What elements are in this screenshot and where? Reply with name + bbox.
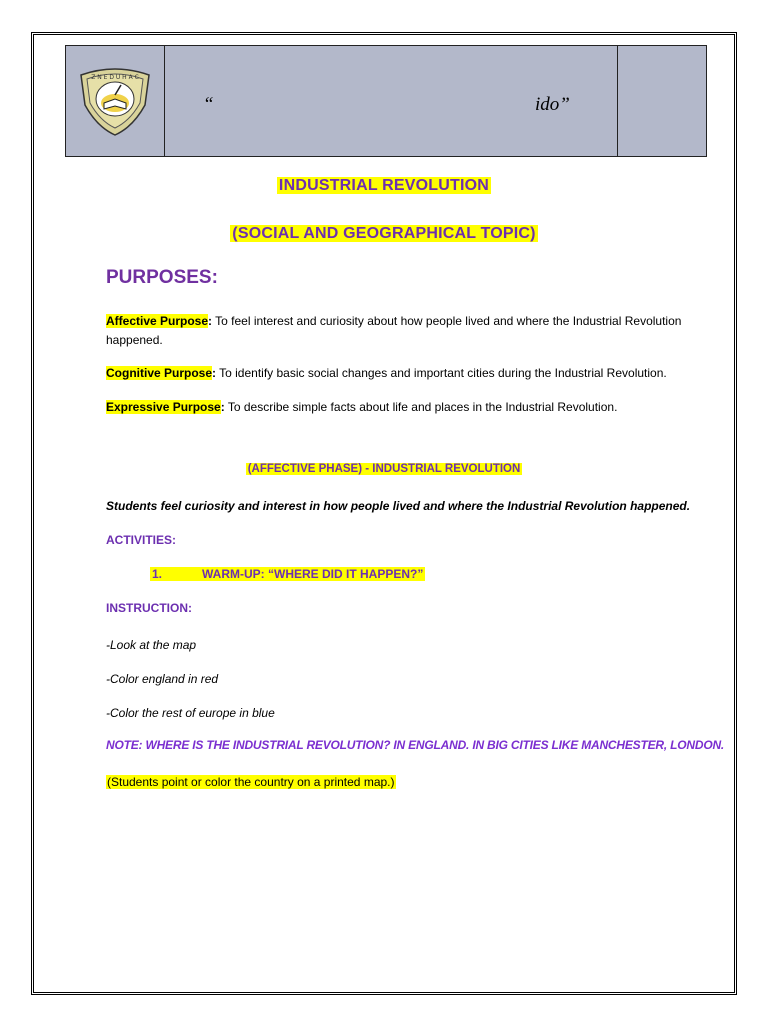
sub-title-text: (SOCIAL AND GEOGRAPHICAL TOPIC) [232,225,536,242]
phase-intro: Students feel curiosity and interest in how people lived and where the Industrial Revolution happened. [106,499,691,513]
affective-purpose-text: To feel interest and curiosity about how people lived and where the Industrial Revolution happened. [106,314,682,347]
note-text: NOTE: WHERE IS THE INDUSTRIAL REVOLUTION? IN ENGLAND. IN BIG CITIES LIKE MANCHESTER, LONDON. [106,738,725,752]
header-title-cell [165,46,618,156]
main-title-text: INDUSTRIAL REVOLUTION [278,177,490,194]
expressive-purpose: Expressive Purpose: To describe simple facts about life and places in the Industrial Revolution. [106,400,618,414]
phase-heading-text: (AFFECTIVE PHASE) - INDUSTRIAL REVOLUTION [247,463,521,475]
instruction-label: INSTRUCTION: [106,601,192,615]
header-table [65,45,707,157]
header-quote-open: “ [203,94,214,115]
affective-purpose: Affective Purpose: To feel interest and curiosity about how people lived and where the Industrial Revolution happened. [106,314,682,347]
warmup-number: 1. [152,567,163,581]
warmup-heading [150,567,425,581]
cognitive-purpose: Cognitive Purpose: To identify basic social changes and important cities during the Industrial Revolution. [106,366,667,380]
header-quote-close: ido” [535,94,570,115]
instruction-step: -Color the rest of europe in blue [106,706,275,720]
phase-heading [0,463,768,475]
header-right-cell [618,46,706,156]
purposes-heading: PURPOSES: [106,267,218,288]
instruction-step: -Color england in red [106,672,219,686]
cognitive-purpose-text: To identify basic social changes and important cities during the Industrial Revolution. [216,366,667,380]
main-title [0,177,768,195]
svg-text:Z N E D U H A C: Z N E D U H A C [91,74,139,81]
school-crest-icon [75,65,155,137]
sub-title [0,225,768,243]
expressive-purpose-text: To describe simple facts about life and places in the Industrial Revolution. [224,400,618,414]
instruction-step: -Look at the map [106,638,197,652]
cognitive-purpose-label: Cognitive Purpose [106,366,213,380]
warmup-title: WARM-UP: “WHERE DID IT HAPPEN?” [202,567,424,581]
logo-cell [66,46,165,156]
activities-label: ACTIVITIES: [106,533,177,547]
printed-map-note: (Students point or color the country on a printed map.) [107,775,395,789]
expressive-purpose-label: Expressive Purpose [106,400,221,414]
affective-purpose-label: Affective Purpose [106,314,209,328]
